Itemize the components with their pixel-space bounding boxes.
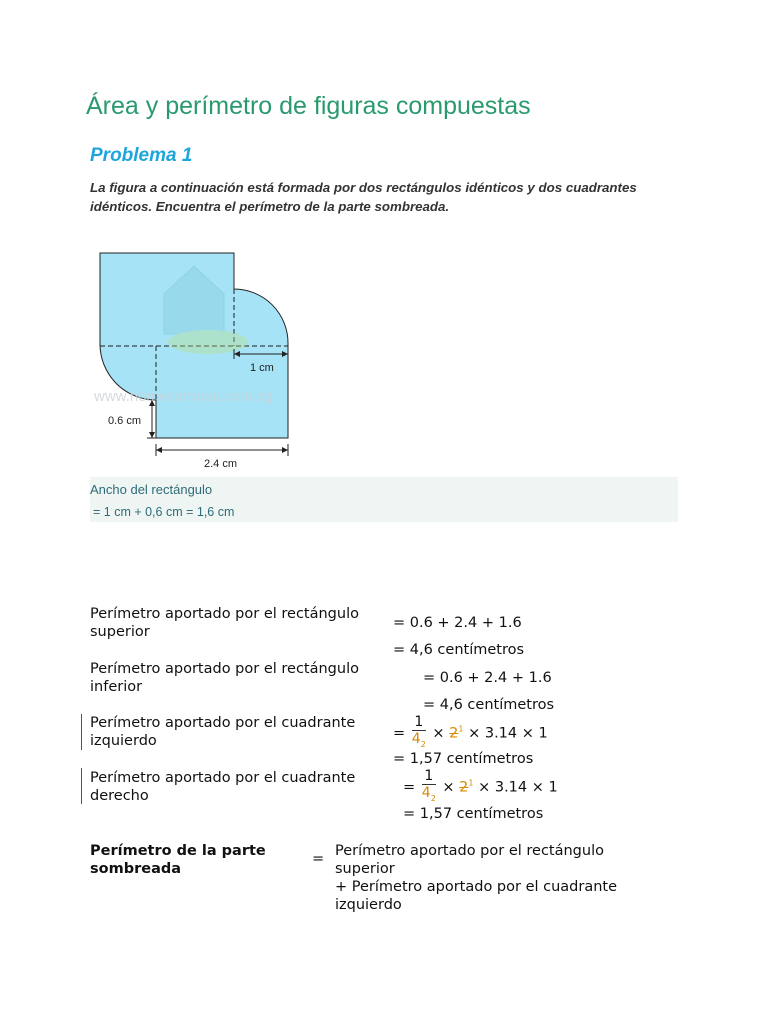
fraction-one-quarter: $\frac{1}{4_2}$ xyxy=(421,768,436,803)
fraction-one-quarter: $\frac{1}{4_2}$ xyxy=(411,714,426,749)
note-title: Ancho del rectángulo xyxy=(90,482,213,497)
problem-statement: La figura a continuación está formada por dos rectángulos idénticos y dos cuadrantes idénticos. Encuentra el perímetro de la parte sombreada. xyxy=(90,180,637,214)
row-value-right-quadrant: = 1,57 centímetros xyxy=(403,806,544,822)
total-expression-line-2: + Perímetro aportado por el cuadrante izquierdo xyxy=(335,879,618,913)
label-1cm: 1 cm xyxy=(250,362,274,374)
row-value-bottom-rectangle-1: = 0.6 + 2.4 + 1.6 xyxy=(423,670,552,686)
label-2-4cm: 2.4 cm xyxy=(204,458,238,470)
row-label-right-quadrant: Perímetro aportado por el cuadrante derecho xyxy=(90,770,356,804)
problem-title: Problema 1 xyxy=(90,145,193,166)
row-value-left-quadrant: = 1,57 centímetros xyxy=(393,751,534,767)
row-label-left-quadrant: Perímetro aportado por el cuadrante izquierdo xyxy=(90,715,356,749)
row-value-bottom-rectangle-2: = 4,6 centímetros xyxy=(423,697,555,713)
note-equation: = 1 cm + 0,6 cm = 1,6 cm xyxy=(93,505,235,519)
url-watermark: www.homecampus.com.sg xyxy=(94,388,273,405)
row-bar-left-quadrant xyxy=(81,714,82,750)
page-title: Área y perímetro de figuras compuestas xyxy=(86,92,531,120)
row-value-top-rectangle-2: = 4,6 centímetros xyxy=(393,642,525,658)
row-bar-right-quadrant xyxy=(81,768,82,804)
total-equals: = xyxy=(312,851,325,867)
total-label: Perímetro de la parte sombreada xyxy=(90,843,266,877)
row-label-bottom-rectangle: Perímetro aportado por el rectángulo inferior xyxy=(90,661,359,695)
total-expression xyxy=(335,842,655,914)
row-value-top-rectangle-1: = 0.6 + 2.4 + 1.6 xyxy=(393,615,522,631)
total-expression-line-1: Perímetro aportado por el rectángulo superior xyxy=(335,843,604,877)
label-0-6cm: 0.6 cm xyxy=(108,415,142,427)
row-formula-right-quadrant: = $\frac{1}{4_2}$ × $2^1 \times 3.14 \times 1$ xyxy=(403,768,558,807)
row-label-top-rectangle: Perímetro aportado por el rectángulo superior xyxy=(90,606,359,640)
row-formula-left-quadrant: = $\frac{1}{4_2}$ × $2^1 \times 3.14 \times 1$ xyxy=(393,714,548,753)
composite-figure xyxy=(90,244,310,474)
